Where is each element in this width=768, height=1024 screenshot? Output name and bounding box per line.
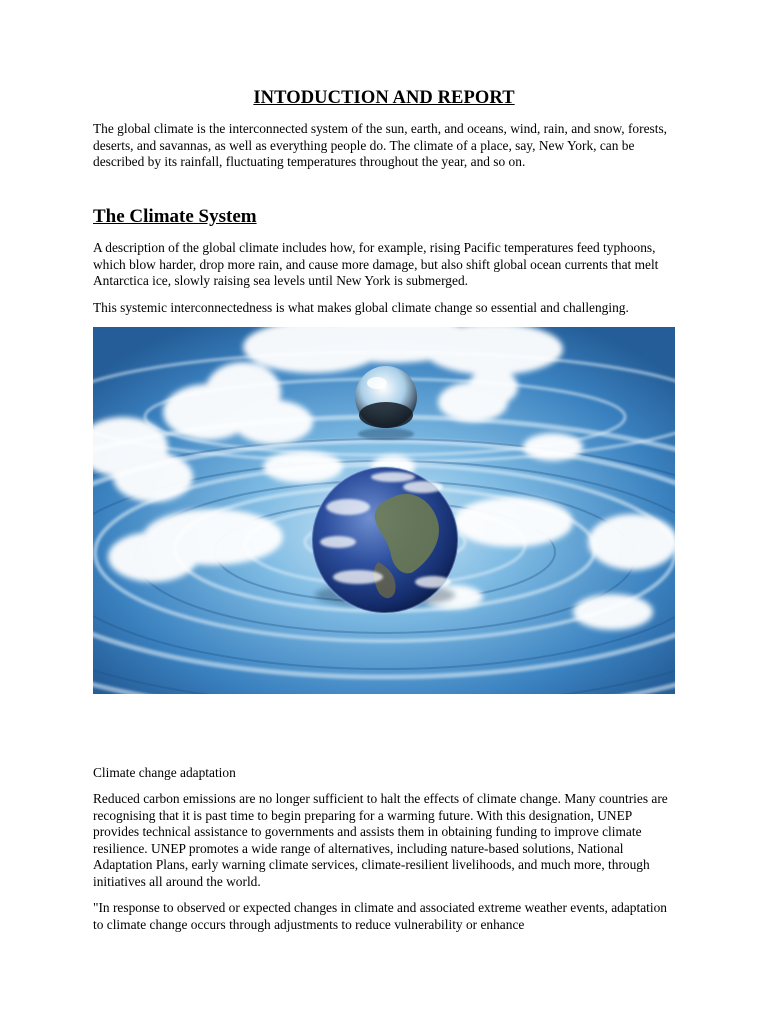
document-title: INTODUCTION AND REPORT bbox=[253, 88, 515, 108]
intro-paragraph: The global climate is the interconnected system of the sun, earth, and oceans, wind, rain, and snow, forests, deserts, and savannas, as well as everything people do. The climate of a place, say, New York, can be described by its rainfall, fluctuating temperatures throughout the year, and so on. bbox=[93, 121, 668, 170]
interconnectedness-paragraph: This systemic interconnectedness is what makes global climate change so essential and challenging. bbox=[93, 300, 629, 315]
climate-system-paragraph: A description of the global climate includes how, for example, rising Pacific temperatures feed typhoons, which blow harder, drop more rain, and cause more damage, but also shift global ocean currents that melt Antarctica ice, slowly raising sea levels until New York is submerged. bbox=[93, 240, 659, 289]
section-heading-climate-system: The Climate System bbox=[93, 206, 257, 227]
earth-water-droplet-image bbox=[93, 327, 675, 694]
quote-paragraph: "In response to observed or expected changes in climate and associated extreme weather events, adaptation to climate change occurs through adjustments to reduce vulnerability or enhance bbox=[93, 900, 667, 932]
adaptation-paragraph: Reduced carbon emissions are no longer sufficient to halt the effects of climate change. Many countries are recognising that it is past time to begin preparing for a warming future. With this designation, UNEP provides technical assistance to governments and assists them in obtaining funding to improve climate resilience. UNEP promotes a wide range of alternatives, including nature-based solutions, National Adaptation Plans, early warning climate services, climate-resilient livelihoods, and much more, through initiatives all around the world. bbox=[93, 791, 668, 889]
earth-globe bbox=[312, 467, 458, 613]
subheading-climate-adaptation: Climate change adaptation bbox=[93, 765, 236, 780]
